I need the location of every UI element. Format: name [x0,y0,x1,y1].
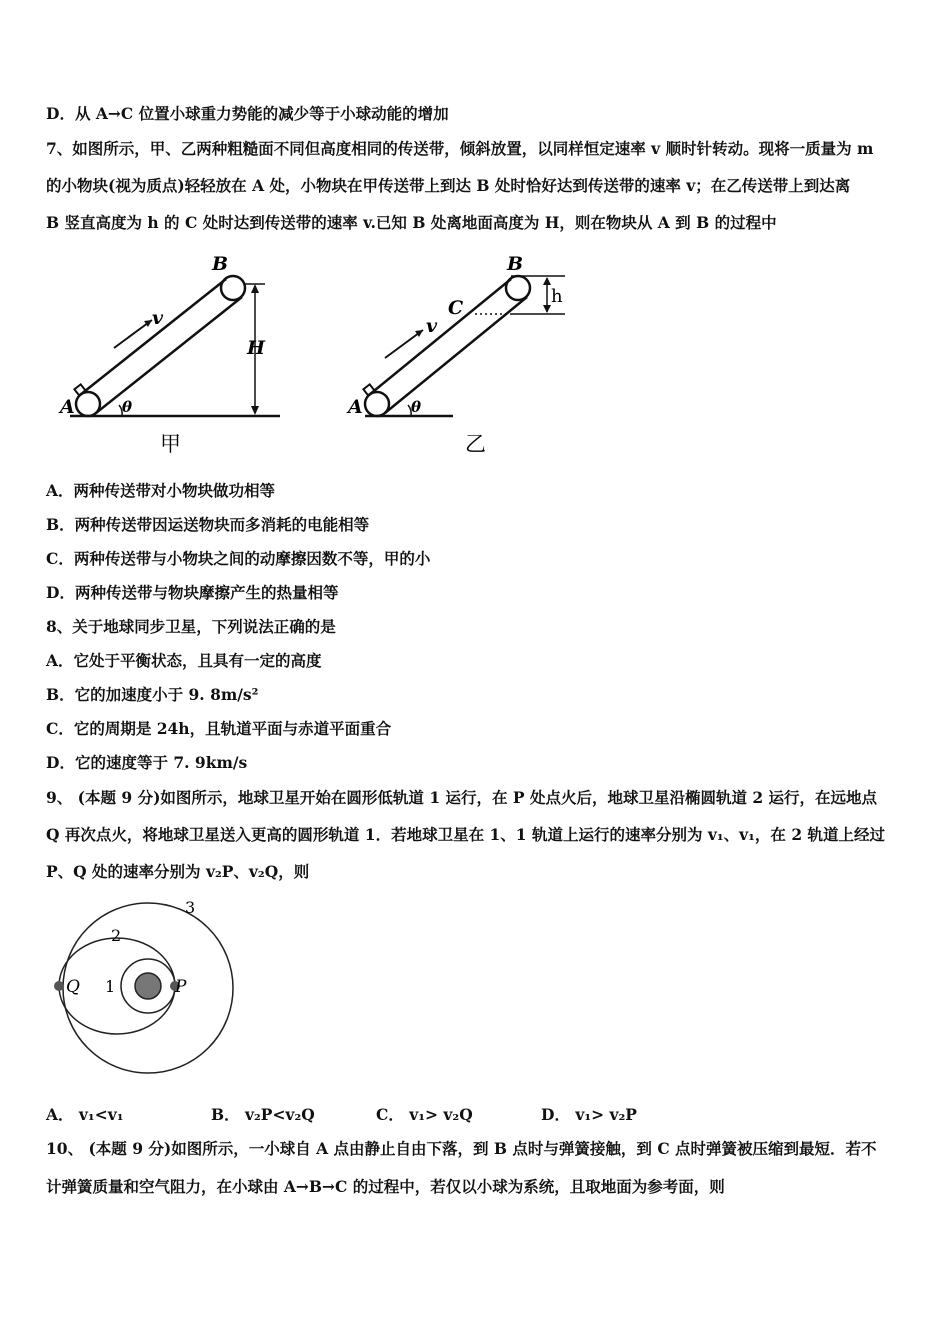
q8-option-b: B．它的加速度小于 9. 8m/s² [46,685,259,704]
label-h-small: h [551,286,563,307]
q9-option-b: B． v₂P<v₂Q [211,1105,315,1124]
q7-stem-line3: B 竖直高度为 h 的 C 处时达到传送带的速率 v.已知 B 处离地面高度为 H，则在物块从 A 到 B 的过程中 [46,213,777,232]
label-v: v [152,307,164,329]
q8-option-a: A．它处于平衡状态，且具有一定的高度 [46,651,322,670]
q8-option-c: C．它的周期是 24h，且轨道平面与赤道平面重合 [46,719,392,738]
label-p: P [175,977,187,997]
q7-option-a: A．两种传送带对小物块做功相等 [46,481,276,500]
label-theta: θ [122,398,133,416]
label-orbit-2: 2 [111,926,122,945]
label-h-height: H [247,337,265,359]
q7-option-c: C．两种传送带与小物块之间的动摩擦因数不等，甲的小 [46,549,431,568]
q8-stem: 8、关于地球同步卫星，下列说法正确的是 [46,617,336,636]
label-a: A [60,396,75,418]
q9-stem-line1: 9、 (本题 9 分)如图所示，地球卫星开始在圆形低轨道 1 运行，在 P 处点火后，地球卫星沿椭圆轨道 2 运行，在远地点 [46,788,878,807]
q7-stem-line2: 的小物块(视为质点)轻轻放在 A 处，小物块在甲传送带上到达 B 处时恰好达到传送带的速率 v；在乙传送带上到达离 [46,176,851,195]
label-q: Q [66,977,80,997]
point-q [54,981,64,991]
q6-option-d: D．从 A→C 位置小球重力势能的减少等于小球动能的增加 [46,104,449,123]
q7-option-b: B．两种传送带因运送物块而多消耗的电能相等 [46,515,370,534]
q9-option-a: A． v₁<v₁ [46,1105,124,1124]
q8-option-d: D．它的速度等于 7. 9km/s [46,753,248,772]
q9-stem-line2: Q 再次点火，将地球卫星送入更高的圆形轨道 1．若地球卫星在 1、1 轨道上运行的速率分别为 v₁、v₁，在 2 轨道上经过 [46,825,886,844]
label-b: B [212,253,229,275]
q7-stem-line1: 7、如图所示，甲、乙两种粗糙面不同但高度相同的传送带，倾斜放置，以同样恒定速率 v 顺时针转动。现将一质量为 m [46,139,874,158]
q7-option-d: D．两种传送带与物块摩擦产生的热量相等 [46,583,339,602]
label-b: B [507,253,524,275]
q9-option-d: D． v₁> v₂P [541,1105,637,1124]
label-orbit-1: 1 [105,977,116,996]
label-a: A [348,396,363,418]
q10-stem-line1: 10、 (本题 9 分)如图所示，一小球自 A 点由静止自由下落，到 B 点时与弹簧接触，到 C 点时弹簧被压缩到最短．若不 [46,1139,877,1158]
q9-stem-line3: P、Q 处的速率分别为 v₂P、v₂Q，则 [46,862,310,881]
conveyor-figure-jia [40,248,300,463]
caption-yi: 乙 [465,432,486,456]
label-theta: θ [411,398,422,416]
label-v: v [426,315,438,337]
conveyor-figure-yi [335,248,595,463]
q10-stem-line2: 计弹簧质量和空气阻力，在小球由 A→B→C 的过程中，若仅以小球为系统，且取地面为参考面，则 [46,1177,725,1196]
label-c: C [448,297,464,319]
q9-option-c: C． v₁> v₂Q [376,1105,473,1124]
label-orbit-3: 3 [185,898,196,917]
caption-jia: 甲 [160,432,181,456]
orbit-figure [45,893,245,1083]
earth-icon [135,973,161,999]
